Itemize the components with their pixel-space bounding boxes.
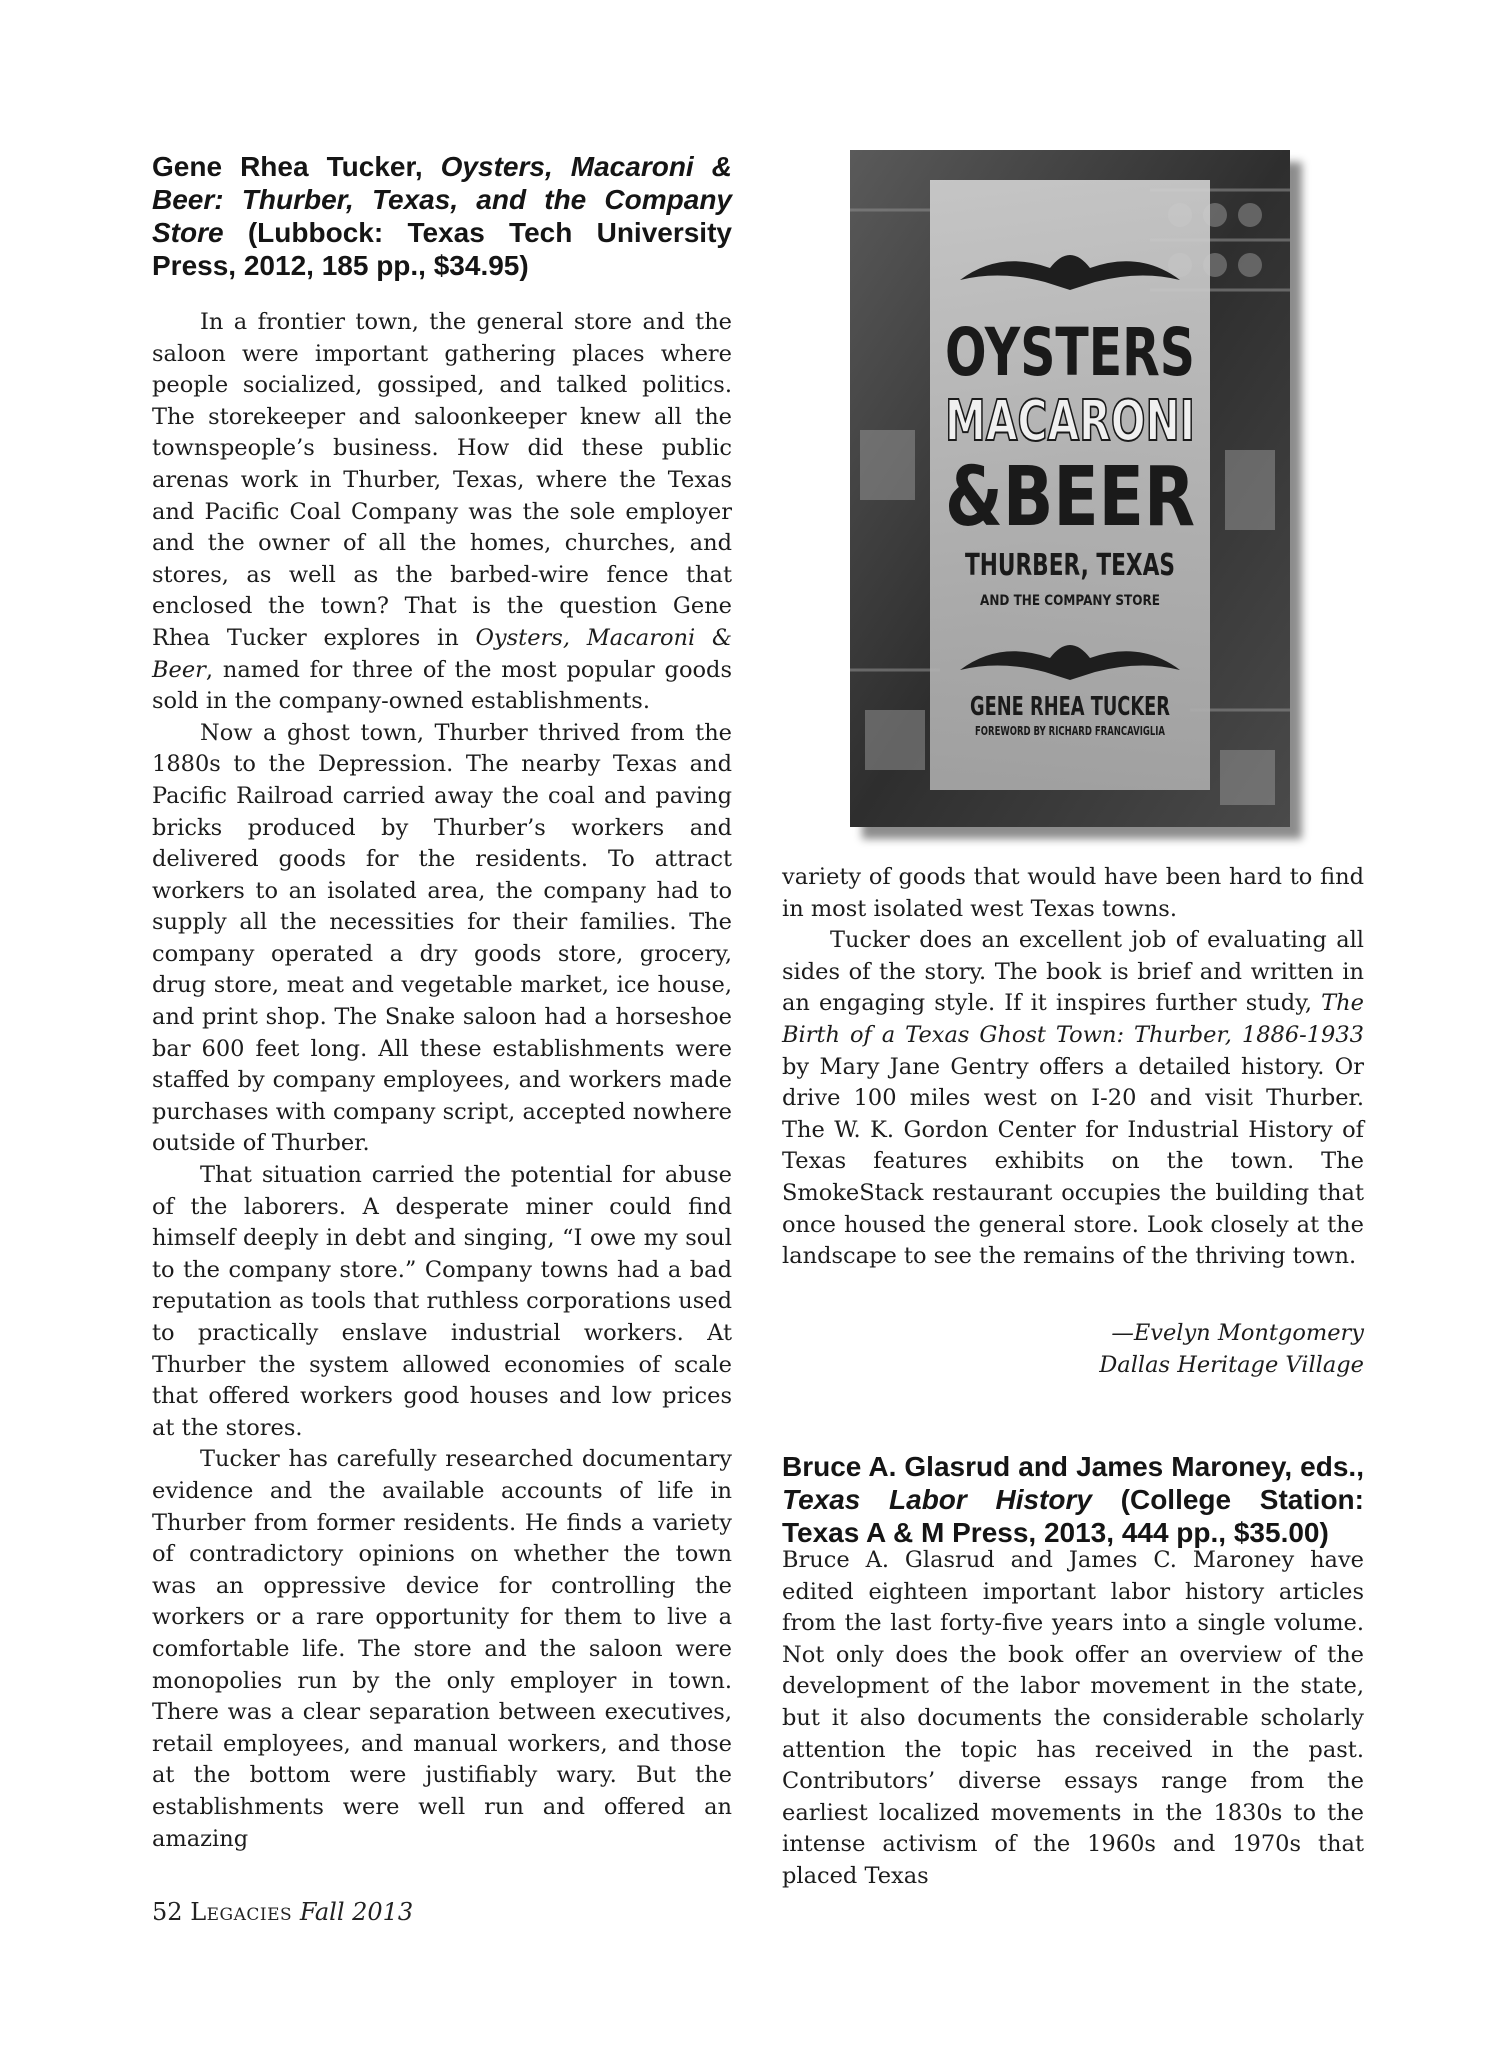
review2-publication-info: (College Station: Texas A & M Press, 2013, 444 pp., $35.00)	[782, 1484, 1364, 1548]
cover-subtitle-1: THURBER, TEXAS	[965, 548, 1175, 583]
review2-book-title: Texas Labor History	[782, 1484, 1092, 1515]
review1-paragraph-4: Tucker has carefully researched documentary evidence and the available accounts of life in Thurber from former residents. He finds a variety of contradictory opinions on whether the town was an oppressive device for controlling the workers or a rare opportunity for them to live a comfortable life. The store and the saloon were monopolies run by the only employer in town. There was a clear separation between executives, retail employees, and manual workers, and those at the bottom were justifiably wary. But the establishments were well run and offered an amazing	[152, 1446, 732, 1852]
page-footer	[152, 1898, 413, 1926]
review1-paragraph-1: In a frontier town, the general store and the saloon were important gathering places where people socialized, gossiped, and talked politics. The storekeeper and saloonkeeper knew all the townspeople’s business. How did these public arenas work in Thurber, Texas, where the Texas and Pacific Coal Company was the sole employer and the owner of all the homes, churches, and stores, as well as the barbed-wire fence that enclosed the town? That is the question Gene Rhea Tucker explores in Oysters, Macaroni & Beer, named for three of the most popular goods sold in the company-owned establishments.	[152, 309, 732, 715]
reviewer-name: —Evelyn Montgomery	[1111, 1320, 1364, 1346]
review1-publication-info: (Lubbock: Texas Tech University Press, 2012, 185 pp., $34.95)	[152, 217, 732, 281]
book-cover-image	[850, 150, 1290, 827]
book-cover-art	[850, 150, 1290, 827]
issue-date: Fall 2013	[299, 1898, 414, 1926]
cover-title-line-1: OYSTERS	[945, 314, 1195, 391]
cover-title-line-2: MACARONI	[945, 389, 1195, 454]
publication-name: Legacies	[190, 1898, 293, 1926]
page-number: 52	[152, 1898, 183, 1926]
review1-signature	[782, 1318, 1364, 1381]
review1-paragraph-4-continued: variety of goods that would have been hard to find in most isolated west Texas towns.	[782, 864, 1364, 922]
cover-author: GENE RHEA TUCKER	[970, 692, 1170, 722]
review1-paragraph-3: That situation carried the potential for abuse of the laborers. A desperate miner could find himself deeply in debt and singing, “I owe my soul to the company store.” Company towns had a bad reputation as tools that ruthless corporations used to practically enslave industrial workers. At Thurber the system allowed economies of scale that offered workers good houses and low prices at the stores.	[152, 1162, 732, 1441]
review1-book-title: Oysters, Macaroni & Beer: Thurber, Texas, and the Company Store	[152, 151, 732, 248]
review2-body	[782, 1545, 1364, 1893]
review1-author: Gene Rhea Tucker,	[152, 151, 441, 182]
review2-author: Bruce A. Glasrud and James Maroney, eds.,	[782, 1451, 1364, 1482]
review2-paragraph-1: Bruce A. Glasrud and James C. Maroney have edited eighteen important labor history articles from the last forty-five years into a single volume. Not only does the book offer an overview of the development of the labor movement in the state, but it also documents the considerable scholarly attention the topic has received in the past. Contributors’ diverse essays range from the earliest localized movements in the 1830s to the intense activism of the 1960s and 1970s that placed Texas	[782, 1547, 1364, 1889]
review1-heading	[152, 150, 732, 282]
cover-subtitle-2: AND THE COMPANY STORE	[980, 593, 1160, 609]
review2-heading	[782, 1450, 1364, 1549]
review1-body-right	[782, 862, 1364, 1273]
review1-body-left	[152, 307, 732, 1855]
reviewer-affiliation: Dallas Heritage Village	[1099, 1351, 1364, 1378]
review1-paragraph-5: Tucker does an excellent job of evaluating all sides of the story. The book is brief and written in an engaging style. If it inspires further study, The Birth of a Texas Ghost Town: Thurber, 1886-1933 by Mary Jane Gentry offers a detailed history. Or drive 100 miles west on I-20 and visit Thurber. The W. K. Gordon Center for Industrial History of Texas features exhibits on the town. The SmokeStack restaurant occupies the building that once housed the general store. Look closely at the landscape to see the remains of the thriving town.	[782, 927, 1364, 1270]
review1-paragraph-2: Now a ghost town, Thurber thrived from the 1880s to the Depression. The nearby Texas and Pacific Railroad carried away the coal and paving bricks produced by Thurber’s workers and delivered goods for the residents. To attract workers to an isolated area, the company had to supply all the necessities for their families. The company operated a dry goods store, grocery, drug store, meat and vegetable market, ice house, and print shop. The Snake saloon had a horseshoe bar 600 feet long. All these establishments were staffed by company employees, and workers made purchases with company script, accepted nowhere outside of Thurber.	[152, 719, 732, 1157]
cover-foreword: FOREWORD BY RICHARD FRANCAVIGLIA	[975, 724, 1166, 738]
cover-title-line-3: &BEER	[945, 450, 1195, 545]
